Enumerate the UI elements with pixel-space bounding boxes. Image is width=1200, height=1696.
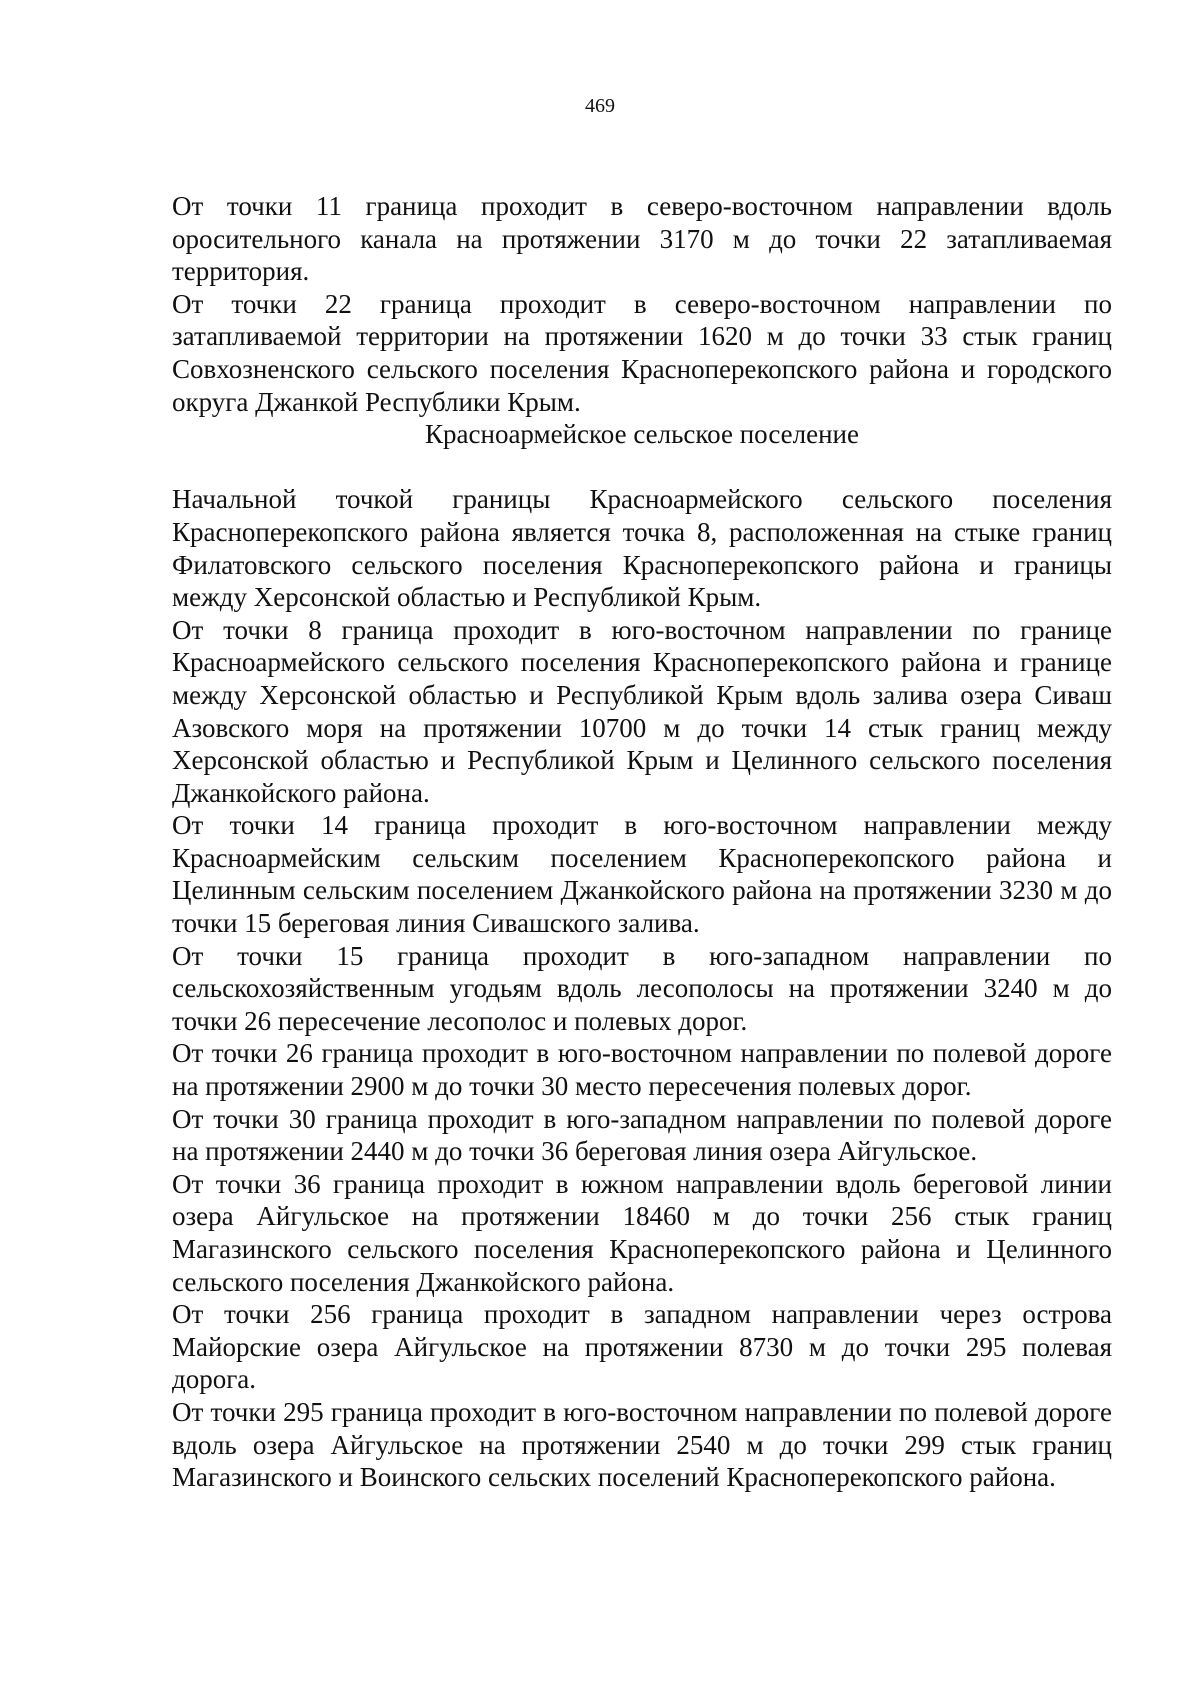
paragraph-point-36: От точки 36 граница проходит в южном направлении вдоль береговой линии озера Айгульское на протяжении 18460 м до точки 256 стык границ Магазинского сельского поселения Красноперекопского района и Целинного сельского поселения Джанкойского района. (172, 1168, 1112, 1297)
paragraph-point-256: От точки 256 граница проходит в западном направлении через острова Майорские озера Айгульское на протяжении 8730 м до точки 295 полевая дорога. (172, 1299, 1112, 1395)
paragraph-point-14: От точки 14 граница проходит в юго-восточном направлении между Красноармейским сельским поселением Красноперекопского района и Целинным сельским поселением Джанкойского района на протяжении 3230 м до точки 15 береговая линия Сивашского залива. (172, 810, 1112, 939)
page-number: 469 (585, 95, 615, 117)
paragraph-point-8: От точки 8 граница проходит в юго-восточном направлении по границе Красноармейского сельского поселения Красноперекопского района и границе между Херсонской областью и Республикой Крым вдоль залива озера Сиваш Азовского моря на протяжении 10700 м до точки 14 стык границ между Херсонской областью и Республикой Крым и Целинного сельского поселения Джанкойского района. (172, 614, 1112, 808)
paragraph-point-11: От точки 11 граница проходит в северо-восточном направлении вдоль оросительного канала на протяжении 3170 м до точки 22 затапливаемая территория. (172, 191, 1112, 287)
paragraph-point-26: От точки 26 граница проходит в юго-восточном направлении по полевой дороге на протяжении 2900 м до точки 30 место пересечения полевых дорог. (172, 1038, 1112, 1102)
paragraph-point-295: От точки 295 граница проходит в юго-восточном направлении по полевой дороге вдоль озера Айгульское на протяжении 2540 м до точки 299 стык границ Магазинского и Воинского сельских поселений Красноперекопского района. (172, 1396, 1112, 1493)
document-body (172, 190, 1112, 1494)
paragraph-point-22: От точки 22 граница проходит в северо-восточном направлении по затапливаемой территории на протяжении 1620 м до точки 33 стык границ Совхозненского сельского поселения Красноперекопского района и городского округа Джанкой Республики Крым. (172, 288, 1112, 417)
section-heading: Красноармейское сельское поселение (425, 419, 859, 450)
paragraph-point-30: От точки 30 граница проходит в юго-западном направлении по полевой дороге на протяжении 2440 м до точки 36 береговая линия озера Айгульское. (172, 1103, 1112, 1167)
paragraph-start-point: Начальной точкой границы Красноармейского сельского поселения Красноперекопского района является точка 8, расположенная на стыке границ Филатовского сельского поселения Красноперекопского района и границы между Херсонской областью и Республикой Крым. (172, 484, 1112, 613)
paragraph-point-15: От точки 15 граница проходит в юго-западном направлении по сельскохозяйственным угодьям вдоль лесополосы на протяжении 3240 м до точки 26 пересечение лесополос и полевых дорог. (172, 940, 1112, 1036)
